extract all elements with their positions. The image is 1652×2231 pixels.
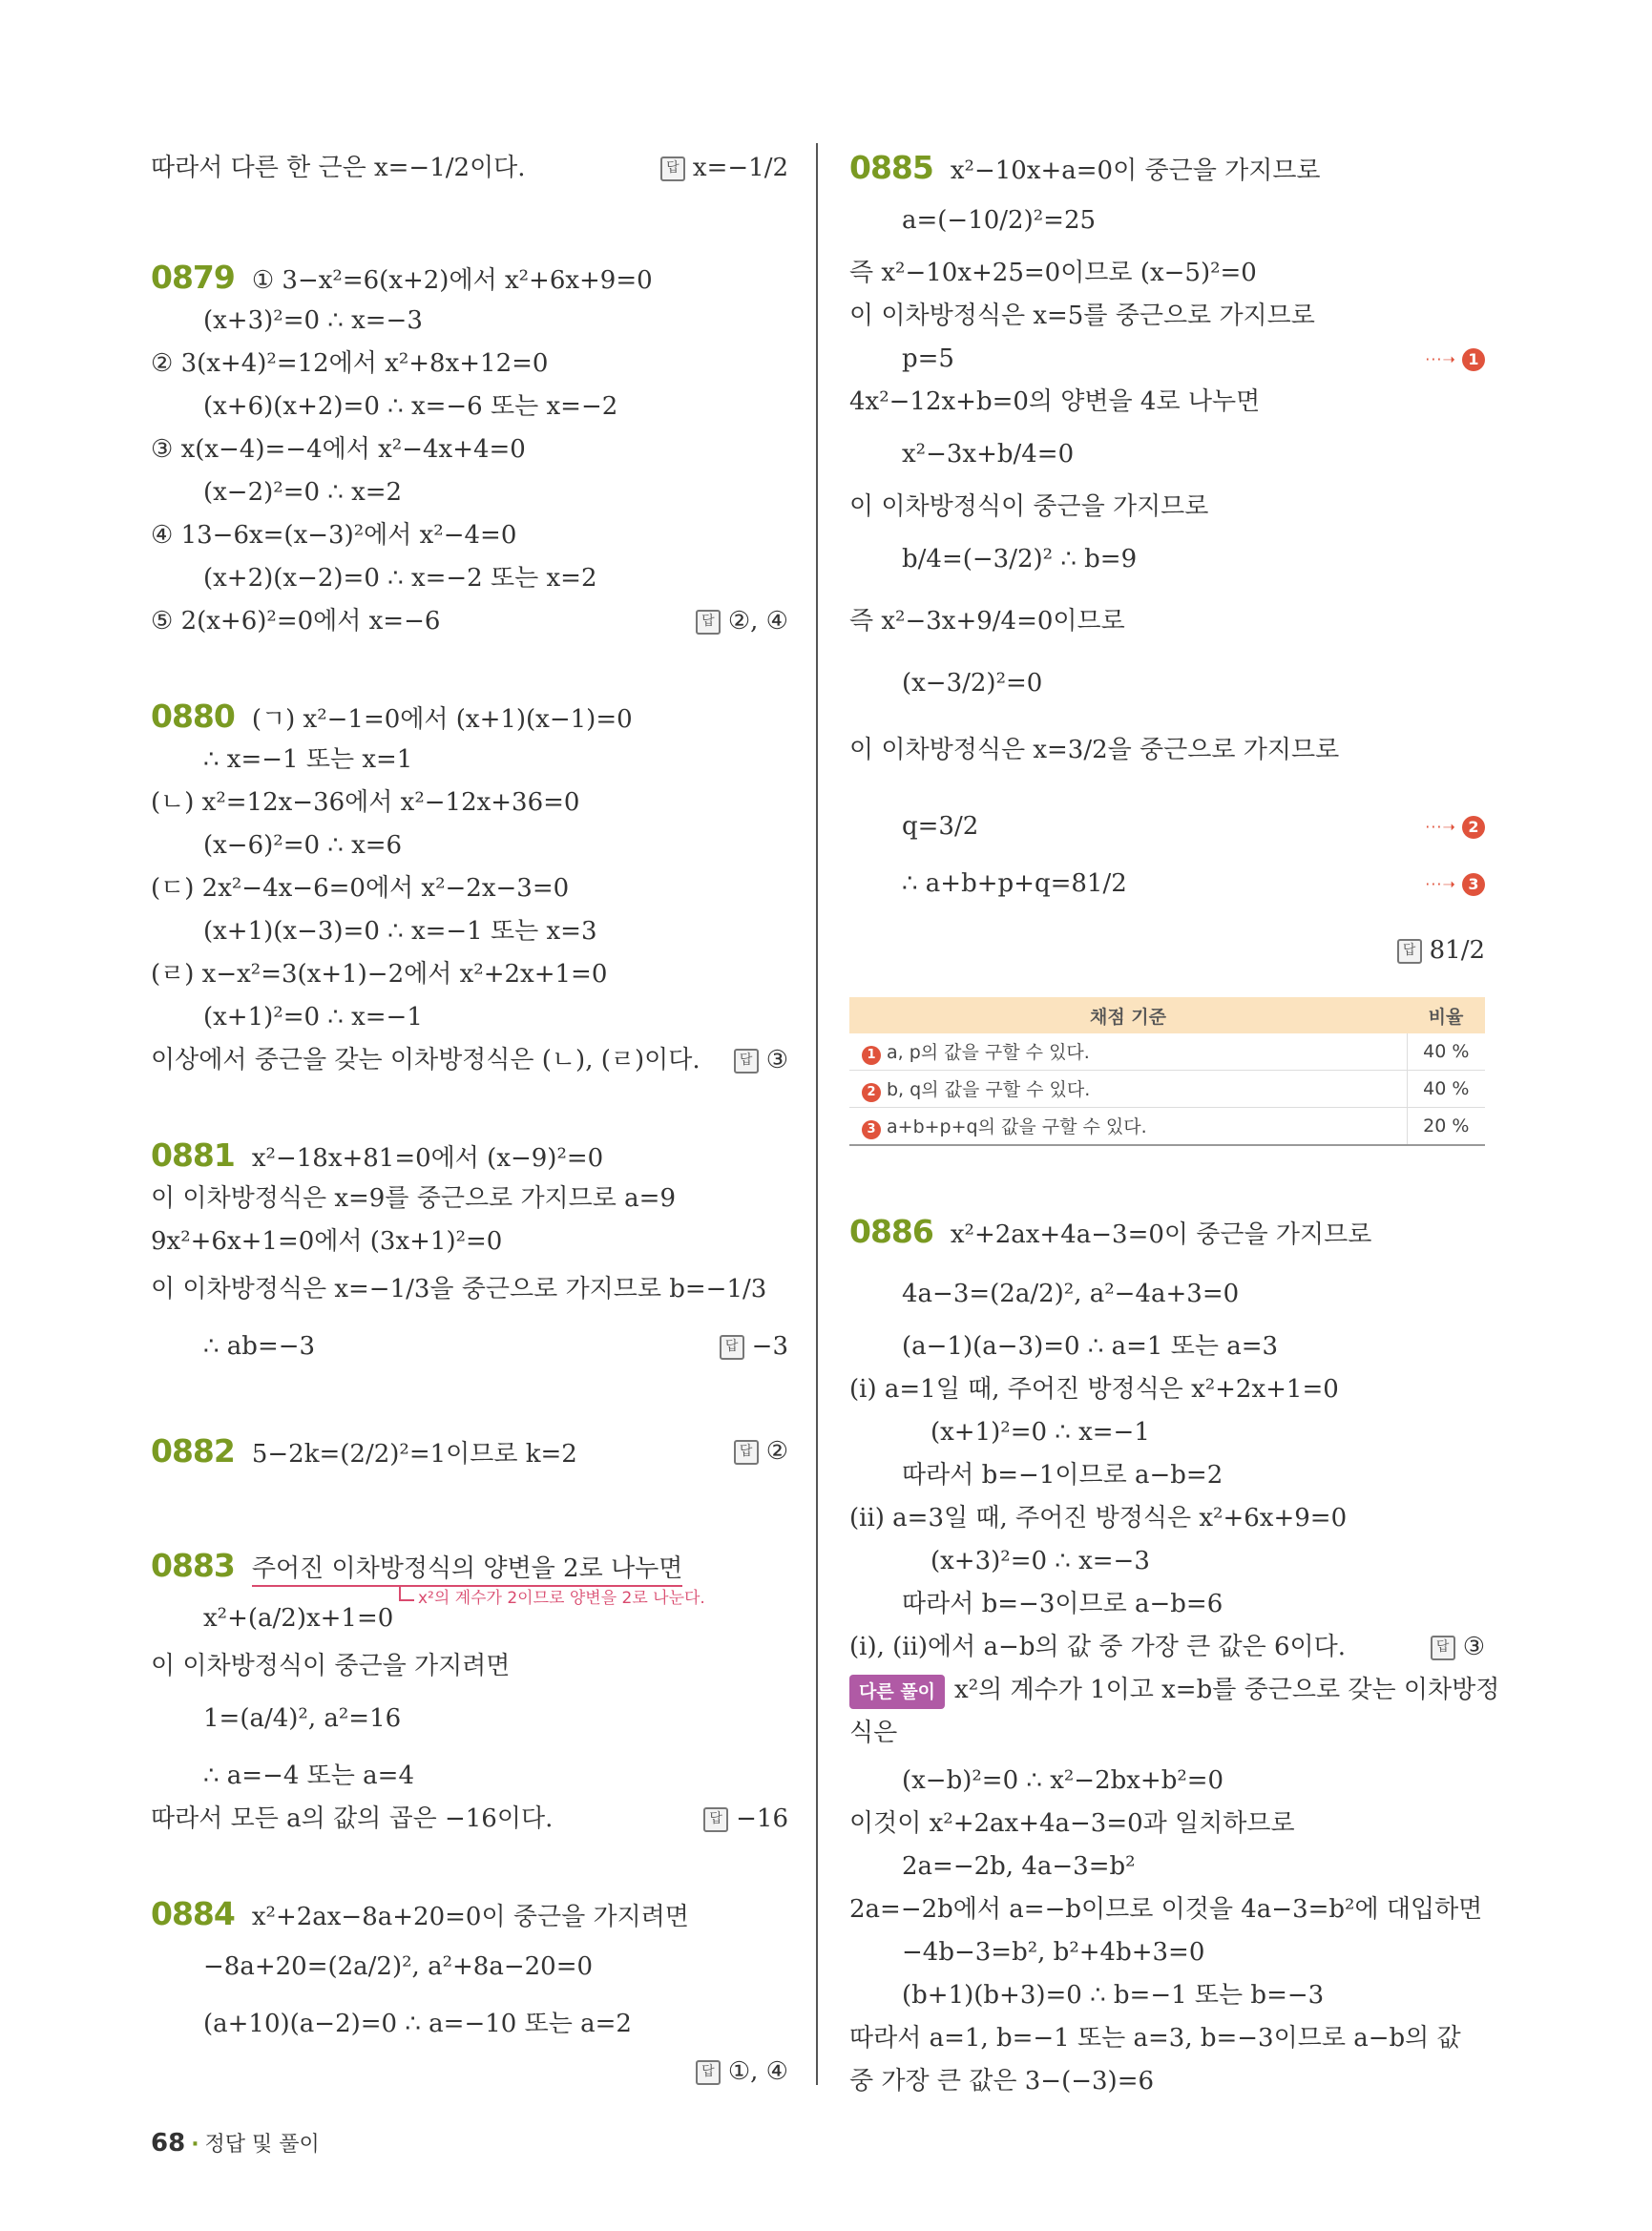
answer [734,1436,788,1467]
answer-icon: 답 [734,1049,759,1074]
answer-value: ①, ④ [727,2057,788,2086]
answer [720,1331,788,1362]
problem-0881 [151,1136,788,1174]
line-text: q=3/2 [902,812,979,841]
solution-line [849,1718,1485,1748]
line-text: x²−10x+a=0이 중근을 가지므로 [950,156,1321,185]
problem-number: 0879 [151,259,235,296]
solution-line [849,606,1485,636]
line-text: ② 3(x+4)²=12에서 x²+8x+12=0 [151,349,549,378]
solution-line [151,1703,788,1734]
answer-value: 81/2 [1429,936,1485,965]
solution-line [849,1374,1485,1405]
solution-line [151,606,788,636]
problem-number: 0886 [849,1213,933,1250]
solution-line [151,305,788,336]
line-text: 1=(a/4)², a²=16 [203,1704,402,1733]
problem-number: 0883 [151,1547,235,1584]
ratio-cell: 40 % [1407,1033,1485,1071]
solution-line [151,1002,788,1032]
solution-line [151,830,788,861]
table-row [849,1108,1485,1146]
solution-line [849,1546,1485,1576]
line-text: (i), (ii)에서 a−b의 값 중 가장 큰 값은 6이다. [849,1633,1347,1661]
problem-0883 [151,1547,788,1584]
line-text: x²−18x+81=0에서 (x−9)²=0 [251,1144,604,1173]
step-number: 2 [1462,816,1485,839]
solution-line [849,1675,1500,1709]
table-header: 채점 기준 [849,997,1407,1033]
line-text: 이 이차방정식은 x=5를 중근으로 가지므로 [849,302,1315,330]
solution-line [151,477,788,508]
solution-line [849,735,1485,765]
answer-icon: 답 [696,610,721,635]
problem-number: 0885 [849,149,933,186]
line-text: 따라서 다른 한 근은 x=−1/2이다. [151,154,526,182]
line-text: 2a=−2b에서 a=−b이므로 이것을 4a−3=b²에 대입하면 [849,1895,1483,1924]
line-text: 이 이차방정식은 x=3/2을 중근으로 가지므로 [849,736,1340,764]
solution-line [151,348,788,379]
solution-line [849,868,1485,899]
problem-number: 0882 [151,1432,235,1470]
line-text: (ㄹ) x−x²=3(x+1)−2에서 x²+2x+1=0 [151,960,608,989]
problem-0882 [151,1432,788,1470]
answer-icon: 답 [1431,1636,1455,1660]
solution-line [849,2066,1485,2096]
line-text: (x−6)²=0 ∴ x=6 [203,831,403,860]
step-number: 3 [862,1120,881,1139]
problem-number: 0880 [151,698,235,735]
line-text: (x−2)²=0 ∴ x=2 [203,478,403,507]
line-text: x²+2ax−8a+20=0이 중근을 가지려면 [251,1903,689,1931]
line-text: 9x²+6x+1=0에서 (3x+1)²=0 [151,1227,503,1256]
line-text: x²+(a/2)x+1=0 [203,1604,394,1633]
line-text: 중 가장 큰 값은 3−(−3)=6 [849,2067,1155,2095]
line-text: −8a+20=(2a/2)², a²+8a−20=0 [203,1952,594,1981]
solution-line [849,1331,1485,1362]
line-text: 즉 x²−3x+9/4=0이므로 [849,607,1125,636]
answer-icon: 답 [734,1440,759,1465]
footer-separator: · [191,2133,199,2157]
ratio-cell: 40 % [1407,1071,1485,1108]
line-text: 이 이차방정식은 x=−1/3을 중근으로 가지므로 b=−1/3 [151,1275,767,1303]
line-text: (x+6)(x+2)=0 ∴ x=−6 또는 x=−2 [203,392,618,421]
line-text: ① 3−x²=6(x+2)에서 x²+6x+9=0 [251,266,653,295]
line-text: ④ 13−6x=(x−3)²에서 x²−4=0 [151,521,517,550]
answer-value: ②, ④ [727,607,788,636]
answer [696,2056,788,2087]
problem-0880 [151,698,788,735]
answer-value: −3 [751,1332,788,1361]
answer-icon: 답 [660,156,685,181]
line-text: 4x²−12x+b=0의 양변을 4로 나누면 [849,387,1261,416]
solution-line [849,439,1485,469]
problem-0879 [151,259,788,296]
step-marker: ···➝ 3 [1425,868,1485,900]
line-text: −4b−3=b², b²+4b+3=0 [902,1938,1205,1967]
answer-value: ② [765,1437,788,1466]
solution-line [151,153,788,183]
answer [1431,1632,1485,1662]
answer [1397,935,1485,966]
solution-line [151,916,788,947]
solution-line [849,1279,1485,1309]
line-text: x²의 계수가 1이고 x=b를 중근으로 갖는 이차방정 [954,1676,1500,1704]
line-text: 이 이차방정식은 x=9를 중근으로 가지므로 a=9 [151,1184,676,1213]
line-text: 따라서 a=1, b=−1 또는 a=3, b=−3이므로 a−b의 값 [849,2024,1461,2053]
table-row [849,1071,1485,1108]
step-number: 1 [862,1046,881,1065]
problem-0885 [849,149,1485,186]
problem-number: 0881 [151,1136,235,1174]
line-text: 이 이차방정식이 중근을 가지므로 [849,492,1209,521]
page-footer [151,2128,320,2158]
line-text: (x+1)²=0 ∴ x=−1 [931,1418,1150,1447]
solution-line [849,205,1485,236]
line-text: ∴ a+b+p+q=81/2 [902,869,1127,898]
criteria-cell [849,1033,1407,1071]
line-text: (ㄴ) x²=12x−36에서 x²−12x+36=0 [151,788,580,817]
solution-line [849,1632,1485,1662]
scoring-criteria-table [849,997,1485,1146]
solution-line [151,787,788,818]
alternative-solution-badge: 다른 풀이 [849,1675,945,1709]
solution-line [849,1460,1485,1491]
solution-line [849,2023,1485,2054]
line-text: x²−3x+b/4=0 [902,440,1075,469]
line-text: (x+3)²=0 ∴ x=−3 [931,1547,1150,1575]
table-header: 비율 [1407,997,1485,1033]
line-text: p=5 [902,344,954,373]
line-text: 주어진 이차방정식의 양변을 2로 나누면 [252,1554,682,1587]
line-text: (x−3/2)²=0 [902,669,1043,698]
line-text: (ㄷ) 2x²−4x−6=0에서 x²−2x−3=0 [151,874,570,903]
solution-line [849,668,1485,698]
solution-line [849,491,1485,522]
line-text: ∴ ab=−3 [203,1332,316,1361]
solution-line [849,811,1485,842]
step-marker: ···➝ 1 [1425,344,1485,375]
solution-line [849,1589,1485,1619]
answer-value: ③ [1462,1633,1485,1661]
solution-line [151,873,788,904]
line-text: ∴ a=−4 또는 a=4 [203,1762,415,1790]
solution-line [151,959,788,990]
line-text: (x+3)²=0 ∴ x=−3 [203,306,423,335]
criteria-text: a, p의 값을 구할 수 있다. [887,1042,1090,1063]
solution-line [849,1808,1485,1839]
line-text: (ㄱ) x²−1=0에서 (x+1)(x−1)=0 [251,705,633,734]
line-text: (a+10)(a−2)=0 ∴ a=−10 또는 a=2 [203,2010,632,2038]
line-text: (a−1)(a−3)=0 ∴ a=1 또는 a=3 [902,1332,1279,1361]
line-text: 따라서 b=−1이므로 a−b=2 [902,1461,1223,1490]
solution-line [849,1851,1485,1882]
solution-line [849,344,1485,374]
problem-number: 0884 [151,1895,235,1932]
line-text: ∴ x=−1 또는 x=1 [203,745,413,774]
annotation-text: x²의 계수가 2이므로 양변을 2로 나눈다. [418,1589,705,1608]
solution-line [151,1951,788,1982]
line-text: (i) a=1일 때, 주어진 방정식은 x²+2x+1=0 [849,1375,1339,1404]
line-text: 즉 x²−10x+25=0이므로 (x−5)²=0 [849,259,1257,287]
solution-line [151,1226,788,1257]
footer-label: 정답 및 풀이 [204,2133,320,2157]
solution-line [849,1894,1485,1925]
line-text: ③ x(x−4)=−4에서 x²−4x+4=0 [151,435,526,464]
answer-value: x=−1/2 [692,154,788,182]
solution-line [849,386,1485,417]
annotation-note [399,1584,705,1608]
solution-line [849,1980,1485,2011]
line-text: (b+1)(b+3)=0 ∴ b=−1 또는 b=−3 [902,1981,1325,2010]
line-text: ⑤ 2(x+6)²=0에서 x=−6 [151,607,441,636]
line-text: 따라서 b=−3이므로 a−b=6 [902,1590,1223,1618]
line-text: (x+1)(x−3)=0 ∴ x=−1 또는 x=3 [203,917,597,946]
problem-0884 [151,1895,788,1932]
line-text: a=(−10/2)²=25 [902,206,1097,235]
line-text: 따라서 모든 a의 값의 곱은 −16이다. [151,1804,554,1833]
table-row [849,1033,1485,1071]
answer-icon: 답 [696,2060,721,2085]
line-text: 2a=−2b, 4a−3=b² [902,1852,1136,1881]
criteria-cell [849,1071,1407,1108]
line-text: 5−2k=(2/2)²=1이므로 k=2 [251,1440,577,1469]
line-text: 이것이 x²+2ax+4a−3=0과 일치하므로 [849,1809,1295,1838]
solution-line [151,563,788,594]
line-text: 이상에서 중근을 갖는 이차방정식은 (ㄴ), (ㄹ)이다. [151,1046,701,1074]
line-text: 4a−3=(2a/2)², a²−4a+3=0 [902,1280,1240,1308]
solution-line [849,544,1485,574]
solution-line [151,744,788,775]
step-number: 2 [862,1083,881,1102]
step-number: 1 [1462,348,1485,371]
solution-line [151,2009,788,2039]
solution-line [151,1045,788,1075]
problem-0886 [849,1213,1485,1250]
solution-line [151,434,788,465]
step-number: 3 [1462,873,1485,896]
criteria-text: b, q의 값을 구할 수 있다. [887,1079,1091,1100]
solution-line [151,1804,788,1834]
line-text: (ii) a=3일 때, 주어진 방정식은 x²+6x+9=0 [849,1504,1348,1533]
answer [703,1804,788,1834]
page-number: 68 [151,2129,186,2158]
solution-line [849,301,1485,331]
line-text: (x−b)²=0 ∴ x²−2bx+b²=0 [902,1766,1224,1795]
solution-line [151,520,788,551]
answer-icon: 답 [1397,939,1422,964]
criteria-cell [849,1108,1407,1146]
answer-value: −16 [736,1804,788,1833]
step-marker: ···➝ 2 [1425,811,1485,843]
answer-icon: 답 [720,1335,744,1360]
solution-line [849,1503,1485,1533]
line-text: 이 이차방정식이 중근을 가지려면 [151,1652,511,1680]
ratio-cell: 20 % [1407,1108,1485,1146]
solution-line [151,1761,788,1791]
answer [696,606,788,636]
solution-line [151,1183,788,1214]
solution-line [151,1274,788,1304]
solution-line [849,1417,1485,1448]
line-text: (x+2)(x−2)=0 ∴ x=−2 또는 x=2 [203,564,597,593]
line-text: x²+2ax+4a−3=0이 중근을 가지므로 [950,1220,1372,1249]
solution-line [151,1651,788,1681]
solution-line [849,258,1485,288]
column-divider [816,143,818,2085]
solution-line [151,1331,788,1362]
solution-line [849,1765,1485,1796]
answer-icon: 답 [703,1807,728,1832]
answer-value: ③ [765,1046,788,1074]
answer [660,153,788,183]
solution-line [849,1937,1485,1968]
criteria-text: a+b+p+q의 값을 구할 수 있다. [887,1116,1147,1137]
answer [734,1045,788,1075]
line-text: (x+1)²=0 ∴ x=−1 [203,1003,423,1032]
line-text: b/4=(−3/2)² ∴ b=9 [902,545,1138,573]
solution-line [151,391,788,422]
line-text: 식은 [849,1719,898,1747]
